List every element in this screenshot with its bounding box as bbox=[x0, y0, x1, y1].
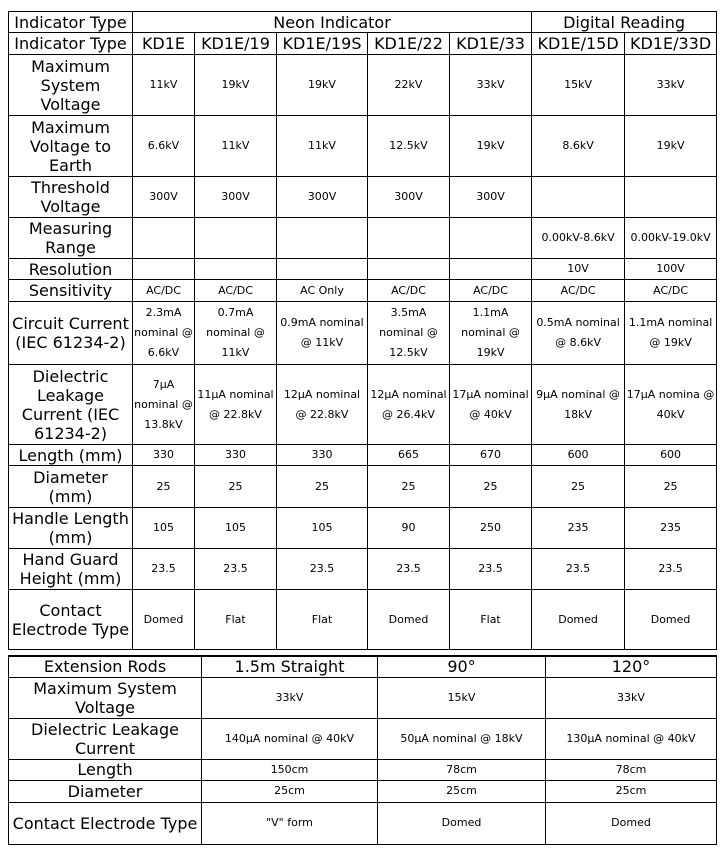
table-cell: 23.5 bbox=[368, 549, 450, 590]
table-cell: 105 bbox=[133, 508, 195, 549]
table-row bbox=[9, 759, 717, 780]
table-row bbox=[9, 718, 717, 759]
table-cell: 23.5 bbox=[625, 549, 717, 590]
table-cell: 15kV bbox=[378, 677, 546, 718]
table-cell: 23.5 bbox=[450, 549, 532, 590]
table-cell: 11μA nominal @ 22.8kV bbox=[195, 365, 277, 445]
table-cell: 0.5mA nominal @ 8.6kV bbox=[532, 302, 625, 365]
row-label: Contact Electrode Type bbox=[9, 590, 133, 650]
table-cell: Flat bbox=[195, 590, 277, 650]
table-cell: Domed bbox=[368, 590, 450, 650]
table-cell: 33kV bbox=[450, 55, 532, 116]
table-cell: 17μA nomina @ 40kV bbox=[625, 365, 717, 445]
table-row bbox=[9, 177, 717, 218]
table-cell: 1.1mA nominal @ 19kV bbox=[450, 302, 532, 365]
table-row bbox=[9, 259, 717, 280]
table-cell bbox=[532, 177, 625, 218]
table-cell: 78cm bbox=[546, 759, 717, 780]
neon-indicator-header: Neon Indicator bbox=[133, 12, 532, 33]
row-label: Diameter bbox=[9, 780, 202, 802]
table-cell: 300V bbox=[133, 177, 195, 218]
table-cell: 15kV bbox=[532, 55, 625, 116]
table-row bbox=[9, 780, 717, 802]
table-cell: 25 bbox=[277, 466, 368, 508]
row-label: Threshold Voltage bbox=[9, 177, 133, 218]
table-cell: Domed bbox=[378, 802, 546, 844]
table-cell: AC/DC bbox=[195, 280, 277, 302]
table-cell bbox=[195, 259, 277, 280]
table-cell: 19kV bbox=[277, 55, 368, 116]
table-cell: 11kV bbox=[277, 116, 368, 177]
table-cell: 23.5 bbox=[532, 549, 625, 590]
table-row bbox=[9, 116, 717, 177]
model-header-cell: KD1E/33D bbox=[625, 33, 717, 55]
extension-header-row bbox=[9, 656, 717, 677]
table-cell: 0.7mA nominal @ 11kV bbox=[195, 302, 277, 365]
model-header-cell: KD1E/19S bbox=[277, 33, 368, 55]
table-cell: 670 bbox=[450, 445, 532, 466]
table-cell: 600 bbox=[625, 445, 717, 466]
table-cell: 23.5 bbox=[133, 549, 195, 590]
table-row bbox=[9, 218, 717, 259]
table-cell: 105 bbox=[195, 508, 277, 549]
extension-rods-header: Extension Rods bbox=[9, 656, 202, 677]
table-cell: 25cm bbox=[202, 780, 378, 802]
model-header-row bbox=[9, 33, 717, 55]
row-label: Sensitivity bbox=[9, 280, 133, 302]
table-cell: 78cm bbox=[378, 759, 546, 780]
table-cell: 25cm bbox=[546, 780, 717, 802]
table-cell: 11kV bbox=[133, 55, 195, 116]
table-cell: 33kV bbox=[202, 677, 378, 718]
table-cell: 33kV bbox=[625, 55, 717, 116]
table-row bbox=[9, 445, 717, 466]
table-row bbox=[9, 466, 717, 508]
table-cell: 12.5kV bbox=[368, 116, 450, 177]
table-cell bbox=[277, 218, 368, 259]
table-cell: AC/DC bbox=[625, 280, 717, 302]
row-label: Measuring Range bbox=[9, 218, 133, 259]
table-cell: 25 bbox=[532, 466, 625, 508]
table-cell: AC/DC bbox=[450, 280, 532, 302]
table-cell bbox=[450, 218, 532, 259]
table-cell: 330 bbox=[277, 445, 368, 466]
table-cell: 50μA nominal @ 18kV bbox=[378, 718, 546, 759]
row-label: Length (mm) bbox=[9, 445, 133, 466]
table-cell: 9μA nominal @ 18kV bbox=[532, 365, 625, 445]
digital-reading-header: Digital Reading bbox=[532, 12, 717, 33]
row-label: Dielectric Leakage Current bbox=[9, 718, 202, 759]
table-row bbox=[9, 302, 717, 365]
table-cell: 23.5 bbox=[195, 549, 277, 590]
table-row bbox=[9, 677, 717, 718]
table-cell: 0.00kV-8.6kV bbox=[532, 218, 625, 259]
table-cell: 1.1mA nominal @ 19kV bbox=[625, 302, 717, 365]
table-cell: Domed bbox=[625, 590, 717, 650]
table-cell: 300V bbox=[368, 177, 450, 218]
model-header-cell: KD1E/33 bbox=[450, 33, 532, 55]
table-cell bbox=[277, 259, 368, 280]
model-header-cell: KD1E bbox=[133, 33, 195, 55]
table-cell: 235 bbox=[625, 508, 717, 549]
table-cell: AC/DC bbox=[368, 280, 450, 302]
model-header-cell: KD1E/22 bbox=[368, 33, 450, 55]
row-label: Handle Length (mm) bbox=[9, 508, 133, 549]
table-row bbox=[9, 508, 717, 549]
table-cell: 330 bbox=[195, 445, 277, 466]
table-row bbox=[9, 365, 717, 445]
table-cell: "V" form bbox=[202, 802, 378, 844]
table-cell: Domed bbox=[546, 802, 717, 844]
table-cell: 90 bbox=[368, 508, 450, 549]
header-label-cell: Indicator Type bbox=[9, 33, 133, 55]
table-cell: 25cm bbox=[378, 780, 546, 802]
row-label: Maximum Voltage to Earth bbox=[9, 116, 133, 177]
row-label: Dielectric Leakage Current (IEC 61234-2) bbox=[9, 365, 133, 445]
table-cell: 300V bbox=[450, 177, 532, 218]
table-cell: 3.5mA nominal @ 12.5kV bbox=[368, 302, 450, 365]
table-cell bbox=[195, 218, 277, 259]
table-cell bbox=[368, 259, 450, 280]
table-cell: AC Only bbox=[277, 280, 368, 302]
table-row bbox=[9, 590, 717, 650]
row-label: Maximum System Voltage bbox=[9, 677, 202, 718]
table-cell: 12μA nominal @ 26.4kV bbox=[368, 365, 450, 445]
extension-rods-table bbox=[8, 655, 717, 845]
table-cell: 11kV bbox=[195, 116, 277, 177]
table-cell: AC/DC bbox=[133, 280, 195, 302]
table-cell: 150cm bbox=[202, 759, 378, 780]
table-cell: 23.5 bbox=[277, 549, 368, 590]
indicator-spec-table bbox=[8, 11, 717, 650]
table-cell: AC/DC bbox=[532, 280, 625, 302]
table-cell bbox=[625, 177, 717, 218]
table-cell: 600 bbox=[532, 445, 625, 466]
table-cell: 140μA nominal @ 40kV bbox=[202, 718, 378, 759]
table-cell: 665 bbox=[368, 445, 450, 466]
table-cell: 7μA nominal @ 13.8kV bbox=[133, 365, 195, 445]
row-label: Diameter (mm) bbox=[9, 466, 133, 508]
table-cell bbox=[450, 259, 532, 280]
table-cell bbox=[133, 218, 195, 259]
table-cell: 0.9mA nominal @ 11kV bbox=[277, 302, 368, 365]
table-cell: 19kV bbox=[195, 55, 277, 116]
table-cell bbox=[368, 218, 450, 259]
table-row bbox=[9, 802, 717, 844]
table-row bbox=[9, 549, 717, 590]
row-label: Length bbox=[9, 759, 202, 780]
table-cell: 130μA nominal @ 40kV bbox=[546, 718, 717, 759]
row-label: Maximum System Voltage bbox=[9, 55, 133, 116]
extension-column-header: 120° bbox=[546, 656, 717, 677]
table-cell: 100V bbox=[625, 259, 717, 280]
table-cell: 25 bbox=[368, 466, 450, 508]
table-cell: 2.3mA nominal @ 6.6kV bbox=[133, 302, 195, 365]
table-row bbox=[9, 55, 717, 116]
table-cell: 25 bbox=[450, 466, 532, 508]
table-cell: 330 bbox=[133, 445, 195, 466]
table-row bbox=[9, 280, 717, 302]
table-cell: 19kV bbox=[625, 116, 717, 177]
table-cell: Flat bbox=[450, 590, 532, 650]
table-cell: 12μA nominal @ 22.8kV bbox=[277, 365, 368, 445]
table-cell: 33kV bbox=[546, 677, 717, 718]
extension-column-header: 1.5m Straight bbox=[202, 656, 378, 677]
table-cell: 19kV bbox=[450, 116, 532, 177]
table-cell: 300V bbox=[195, 177, 277, 218]
table-cell: 235 bbox=[532, 508, 625, 549]
table-cell: Flat bbox=[277, 590, 368, 650]
table-cell: 17μA nominal @ 40kV bbox=[450, 365, 532, 445]
row-label: Hand Guard Height (mm) bbox=[9, 549, 133, 590]
table-cell: 0.00kV-19.0kV bbox=[625, 218, 717, 259]
table-cell: 10V bbox=[532, 259, 625, 280]
table-cell: 105 bbox=[277, 508, 368, 549]
extension-column-header: 90° bbox=[378, 656, 546, 677]
table-cell: 22kV bbox=[368, 55, 450, 116]
table-cell: 25 bbox=[625, 466, 717, 508]
table-cell: 6.6kV bbox=[133, 116, 195, 177]
group-header-row bbox=[9, 12, 717, 33]
header-label-cell: Indicator Type bbox=[9, 12, 133, 33]
table-cell bbox=[133, 259, 195, 280]
row-label: Circuit Current (IEC 61234-2) bbox=[9, 302, 133, 365]
table-cell: 8.6kV bbox=[532, 116, 625, 177]
row-label: Resolution bbox=[9, 259, 133, 280]
model-header-cell: KD1E/15D bbox=[532, 33, 625, 55]
table-cell: Domed bbox=[133, 590, 195, 650]
row-label: Contact Electrode Type bbox=[9, 802, 202, 844]
model-header-cell: KD1E/19 bbox=[195, 33, 277, 55]
table-cell: 25 bbox=[133, 466, 195, 508]
table-cell: 25 bbox=[195, 466, 277, 508]
table-cell: Domed bbox=[532, 590, 625, 650]
table-cell: 300V bbox=[277, 177, 368, 218]
table-cell: 250 bbox=[450, 508, 532, 549]
